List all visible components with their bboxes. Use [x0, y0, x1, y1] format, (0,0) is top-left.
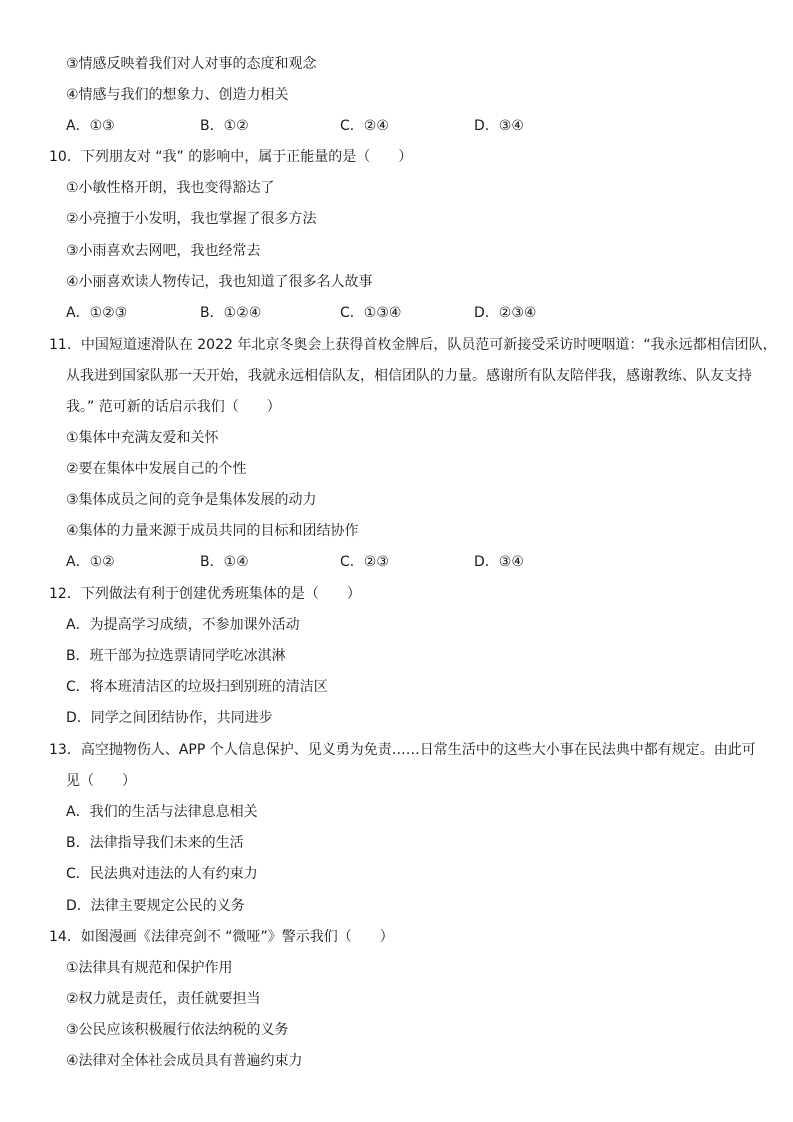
answer-option: D．③④ [474, 554, 524, 570]
text-line: ④集体的力量来源于成员共同的目标和团结协作 [66, 523, 359, 539]
text-line: 14．如图漫画《法律亮剑不 “微哑”》警示我们（ ） [49, 929, 394, 945]
text-line: 我。” 范可新的话启示我们（ ） [66, 399, 281, 415]
text-line: ①集体中充满友爱和关怀 [66, 430, 219, 446]
answer-option: D．③④ [474, 118, 524, 134]
text-line: 13．高空抛物伤人、APP 个人信息保护、见义勇为免责……日常生活中的这些大小事在民法典中都有规定。由此可 [49, 742, 756, 758]
text-line: ③小雨喜欢去网吧，我也经常去 [66, 243, 261, 259]
text-line: D．同学之间团结协作，共同进步 [66, 710, 273, 726]
text-line: C．将本班清洁区的垃圾扫到别班的清洁区 [66, 679, 328, 695]
text-line: ③公民应该积极履行依法纳税的义务 [66, 1022, 289, 1038]
text-line: ③情感反映着我们对人对事的态度和观念 [66, 56, 317, 72]
text-line: ①法律具有规范和保护作用 [66, 960, 233, 976]
text-line: 12．下列做法有利于创建优秀班集体的是（ ） [49, 586, 361, 602]
text-line: ③集体成员之间的竞争是集体发展的动力 [66, 492, 317, 508]
text-line: 见（ ） [66, 773, 136, 789]
text-line: D．法律主要规定公民的义务 [66, 898, 245, 914]
text-line: C．民法典对违法的人有约束力 [66, 866, 258, 882]
answer-option: B．①②④ [200, 305, 262, 321]
text-line: A．我们的生活与法律息息相关 [66, 804, 258, 820]
text-line: B．班干部为拉选票请同学吃冰淇淋 [66, 648, 286, 664]
answer-option: C．②④ [340, 118, 389, 134]
answer-option: A．①③ [66, 118, 115, 134]
text-line: 11．中国短道速滑队在 2022 年北京冬奥会上获得首枚金牌后，队员范可新接受采访时哽咽道：“我永远都相信团队， [49, 337, 777, 353]
text-line: 从我进到国家队那一天开始，我就永远相信队友，相信团队的力量。感谢所有队友陪伴我，感谢教练、队友支持 [66, 368, 752, 384]
answer-option: A．①② [66, 554, 115, 570]
answer-option: B．①② [200, 118, 249, 134]
text-line: ④情感与我们的想象力、创造力相关 [66, 87, 289, 103]
answer-option: B．①④ [200, 554, 249, 570]
text-line: A．为提高学习成绩，不参加课外活动 [66, 617, 300, 633]
text-line: ④法律对全体社会成员具有普遍约束力 [66, 1053, 303, 1069]
text-line: ④小丽喜欢读人物传记，我也知道了很多名人故事 [66, 274, 373, 290]
text-line: 10．下列朋友对 “我” 的影响中，属于正能量的是（ ） [49, 149, 413, 165]
answer-option: C．①③④ [340, 305, 402, 321]
text-line: ②要在集体中发展自己的个性 [66, 461, 247, 477]
answer-option: A．①②③ [66, 305, 128, 321]
answer-option: D．②③④ [474, 305, 537, 321]
text-line: ②权力就是责任，责任就要担当 [66, 991, 261, 1007]
text-line: ②小亮擅于小发明，我也掌握了很多方法 [66, 211, 317, 227]
text-line: B．法律指导我们未来的生活 [66, 835, 244, 851]
answer-option: C．②③ [340, 554, 389, 570]
text-line: ①小敏性格开朗，我也变得豁达了 [66, 180, 275, 196]
